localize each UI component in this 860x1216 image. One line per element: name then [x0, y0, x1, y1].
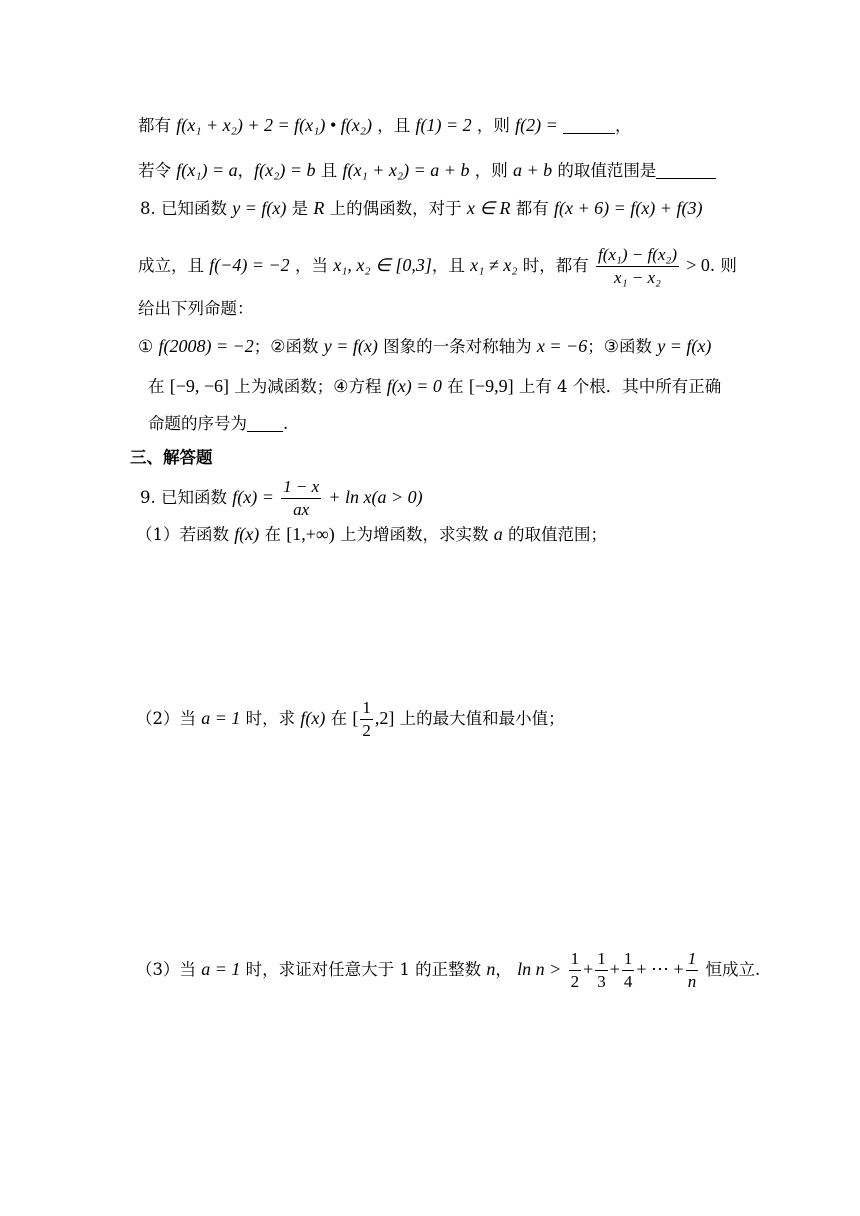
q9-part-3 [136, 948, 760, 993]
section-title: 三、解答题 [130, 448, 213, 467]
answer-blank [656, 162, 716, 179]
formula: f(2) = [515, 115, 558, 135]
text: ，则 [474, 161, 508, 180]
text: 已知函数 [161, 488, 227, 507]
formula: a + b [512, 160, 553, 180]
text: 是 [291, 199, 309, 218]
text: 给出下列命题： [138, 299, 254, 318]
formula: f(x₁ + x₂) = a + b [342, 160, 470, 180]
answer-blank [247, 415, 283, 432]
text: 都有 [515, 199, 549, 218]
text: ， [614, 116, 632, 135]
formula: f(x) [300, 708, 326, 728]
fraction-numerator: 1 [569, 948, 582, 971]
section-heading [130, 446, 213, 470]
text: 时，求证对任意大于 1 的正整数 [245, 960, 482, 979]
text: 上有 4 个根．其中所有正确 [518, 377, 722, 396]
q8-line-6 [148, 412, 288, 436]
text: 若令 [138, 161, 171, 180]
fraction-denominator: 2 [570, 972, 580, 991]
text: ， [495, 960, 512, 979]
text: 函数 [285, 337, 319, 356]
fraction-denominator: n [687, 972, 697, 991]
formula: f(x₁ + x₂) + 2 = f(x₁) • f(x₂) [176, 115, 372, 135]
question-number: 9. [140, 488, 156, 507]
text: 当 [179, 960, 196, 979]
formula: f(−4) = −2 [209, 255, 290, 275]
q8-line-2 [138, 244, 737, 289]
formula: + [583, 959, 594, 979]
fraction [360, 697, 373, 742]
text: 上为增函数，求实数 [339, 525, 489, 544]
text: . [283, 414, 289, 433]
fraction-numerator: 1 − x [281, 476, 321, 499]
question-number: 8. [140, 199, 156, 218]
text: 时，求 [245, 709, 296, 728]
formula: x₁ ≠ x₂ [470, 255, 518, 275]
text: 时，都有 [522, 256, 589, 275]
text: ； [587, 337, 604, 356]
text: ； [253, 337, 271, 356]
fraction [595, 948, 608, 993]
formula: x = −6 [536, 336, 588, 356]
formula: [−9,9] [468, 376, 514, 396]
fraction [686, 948, 699, 993]
fraction [596, 244, 679, 289]
text: ，且 [431, 256, 465, 275]
q8-line-5 [148, 374, 721, 399]
fraction-denominator: 4 [623, 972, 633, 991]
fraction-numerator: f(x₁) − f(x₂) [596, 244, 679, 267]
circled-number: ② [270, 337, 286, 357]
text: 图象的一条对称轴为 [383, 337, 532, 356]
fraction [569, 948, 582, 993]
text: ，当 [294, 256, 328, 275]
answer-blank [563, 117, 615, 134]
q9-part-1 [136, 522, 607, 547]
text: 的取值范围是 [557, 161, 657, 180]
q8-line-3 [138, 297, 254, 321]
formula: f(1) = 2 [415, 115, 472, 135]
q8-line-1 [140, 196, 702, 221]
formula: x ∈ R [466, 198, 511, 218]
text: ，且 [377, 116, 411, 135]
text: 方程 [348, 377, 382, 396]
formula: y = f(x) [232, 198, 287, 218]
part-label: （2） [136, 709, 180, 728]
q9-part-2 [136, 697, 565, 742]
text: 上的偶函数，对于 [329, 199, 462, 218]
text: 成立，且 [138, 256, 204, 275]
text: 在 [447, 377, 464, 396]
fraction [281, 476, 321, 521]
formula: R [313, 198, 325, 218]
text: 命题的序号为 [148, 414, 247, 433]
text: 函数 [618, 337, 652, 356]
fraction-numerator: 1 [360, 697, 373, 720]
text: 上为减函数； [234, 377, 334, 396]
formula: f(2008) = −2 [158, 336, 254, 356]
fraction-denominator: ax [293, 500, 310, 519]
formula: + [609, 959, 620, 979]
formula: f(x) [234, 524, 260, 544]
q7-line-1 [138, 113, 631, 138]
formula: + ln x(a > 0) [328, 487, 423, 507]
formula: a = 1 [201, 708, 241, 728]
text: 在 [148, 377, 165, 396]
fraction-numerator: 1 [595, 948, 608, 971]
text: ， [237, 161, 255, 180]
q9-stem [140, 476, 423, 521]
formula: > 0 [686, 255, 710, 275]
formula: [1,+∞) [286, 524, 335, 544]
formula: a [493, 524, 503, 544]
formula: [ [352, 708, 359, 728]
text: ，则 [476, 116, 510, 135]
fraction [622, 948, 635, 993]
formula: f(x₂) = b [254, 160, 316, 180]
text: 已知函数 [161, 199, 227, 218]
text: 恒成立. [705, 960, 761, 979]
part-label: （3） [136, 960, 180, 979]
fraction-denominator: 3 [597, 972, 606, 991]
formula: a = 1 [201, 959, 241, 979]
fraction-numerator: 1 [622, 948, 635, 971]
text: 的取值范围； [507, 525, 607, 544]
q8-line-4 [138, 334, 711, 359]
formula: + ⋯ + [636, 959, 684, 979]
fraction-denominator: x₁ − x₂ [614, 268, 661, 287]
circled-number: ④ [333, 377, 349, 397]
formula: f(x₁) = a [176, 160, 238, 180]
text: . 则 [709, 256, 737, 275]
formula: ,2] [374, 708, 395, 728]
text: 若函数 [179, 525, 229, 544]
formula: y = f(x) [657, 336, 712, 356]
text: 上的最大值和最小值； [399, 709, 565, 728]
text: 在 [330, 709, 348, 728]
fraction-numerator: 1 [686, 948, 699, 971]
fraction-denominator: 2 [362, 721, 371, 740]
text: 当 [179, 709, 196, 728]
formula: x₁, x₂ ∈ [0,3] [333, 255, 432, 275]
formula: ln n > [517, 959, 562, 979]
q7-line-2 [138, 158, 716, 183]
formula: f(x) = [232, 487, 274, 507]
formula: f(x) = 0 [386, 376, 442, 396]
formula: n [486, 959, 496, 979]
text: 在 [264, 525, 281, 544]
circled-number: ③ [603, 337, 619, 357]
formula: [−9, −6] [169, 376, 230, 396]
part-label: （1） [136, 525, 180, 544]
formula: f(x + 6) = f(x) + f(3) [554, 198, 703, 218]
circled-number: ① [138, 337, 154, 357]
text: 都有 [138, 116, 171, 135]
formula: y = f(x) [323, 336, 378, 356]
text: 且 [320, 161, 338, 180]
